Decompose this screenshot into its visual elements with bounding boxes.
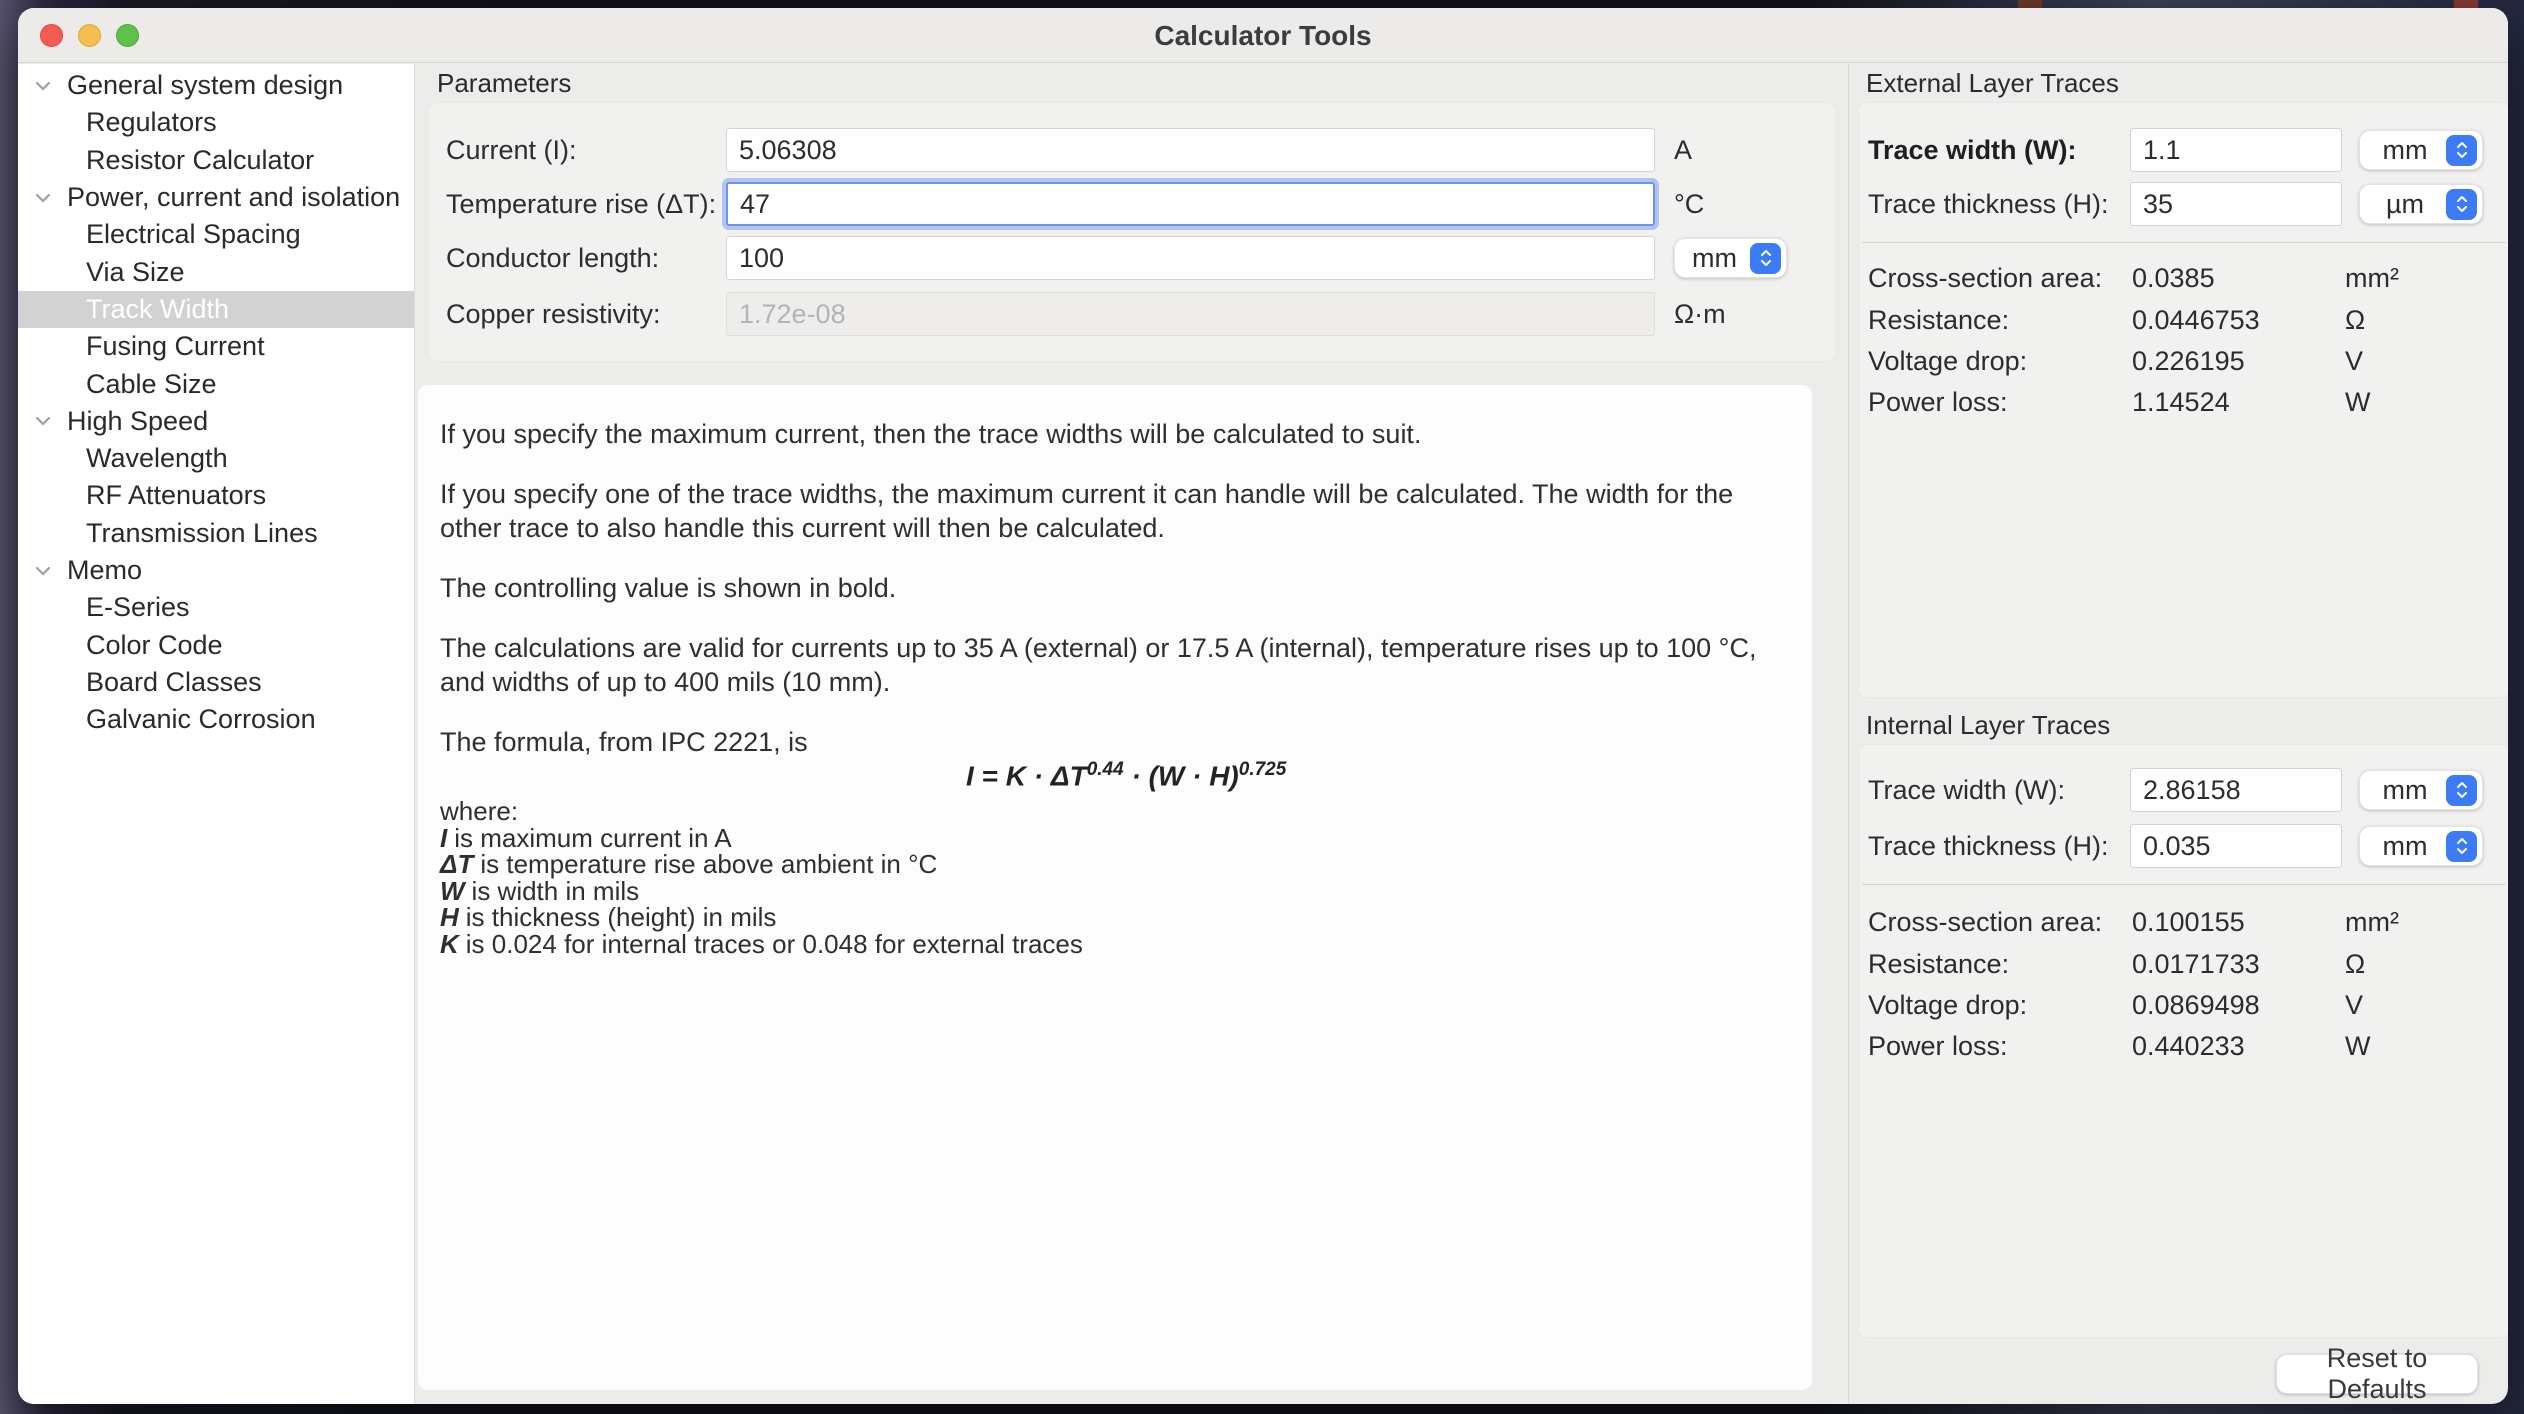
window-title: Calculator Tools	[1154, 19, 1372, 51]
sidebar-item-label: General system design	[67, 70, 344, 101]
result-unit: mm²	[2345, 906, 2399, 937]
internal-trace-width-input[interactable]	[2130, 768, 2342, 812]
result-unit: Ω	[2345, 948, 2366, 979]
conductor-length-input[interactable]	[726, 236, 1655, 280]
reset-to-defaults-button[interactable]: Reset to Defaults	[2276, 1354, 2478, 1394]
sidebar-item-label: Board Classes	[86, 666, 262, 697]
external-trace-thickness-unit-dropdown[interactable]	[2359, 184, 2483, 224]
result-label: Voltage drop:	[1868, 345, 2028, 376]
result-unit: W	[2345, 1030, 2371, 1061]
external-resistance-row	[1868, 304, 2508, 336]
internal-cross-section-row	[1868, 906, 2508, 938]
current-input[interactable]	[726, 128, 1655, 172]
calculator-tools-window	[18, 8, 2508, 1404]
external-trace-thickness-input[interactable]	[2130, 182, 2342, 226]
external-power-loss-row	[1868, 386, 2508, 418]
external-trace-width-unit-dropdown[interactable]	[2359, 130, 2483, 170]
sidebar-item-label: Color Code	[86, 629, 223, 660]
help-text-panel	[418, 385, 1812, 1390]
internal-trace-thickness-row	[1868, 824, 2508, 868]
sidebar-item-label: E-Series	[86, 592, 190, 623]
copper-resistivity-label: Copper resistivity:	[446, 298, 661, 329]
dropdown-value: mm	[2382, 830, 2428, 861]
where-label: where:	[440, 796, 519, 827]
external-trace-thickness-label: Trace thickness (H):	[1868, 188, 2109, 219]
sidebar-item-electrical-spacing[interactable]	[18, 216, 414, 253]
internal-trace-width-row	[1868, 768, 2508, 812]
sidebar-item-label: Transmission Lines	[86, 517, 318, 548]
sidebar-item-label: Regulators	[86, 107, 217, 138]
result-label: Cross-section area:	[1868, 262, 2103, 293]
dropdown-value: µm	[2385, 188, 2425, 219]
result-label: Resistance:	[1868, 948, 2010, 979]
sidebar-item-label: Memo	[67, 555, 143, 585]
sidebar-item-fusing-current[interactable]	[18, 328, 414, 365]
help-paragraph: The formula, from IPC 2221, is	[440, 727, 808, 757]
stepper-icon	[1750, 243, 1781, 274]
title-bar[interactable]	[18, 8, 2508, 63]
external-layer-traces-label: External Layer Traces	[1866, 68, 2119, 98]
dropdown-value: mm	[1692, 242, 1737, 273]
conductor-length-unit-dropdown[interactable]	[1674, 238, 1787, 278]
help-paragraph: If you specify one of the trace widths, the maximum current it can handle will be calculated. The width for the other trace to also handle this current will then be calculated.	[440, 479, 1734, 543]
sidebar-item-resistor-calculator[interactable]	[18, 142, 414, 179]
copper-resistivity-input	[726, 292, 1655, 336]
sidebar-item-e-series[interactable]	[18, 589, 414, 626]
result-unit: Ω	[2345, 304, 2366, 335]
result-value: 0.440233	[2132, 1030, 2245, 1061]
where-definition: ΔT is temperature rise above ambient in °C	[440, 849, 938, 880]
result-unit: V	[2345, 989, 2364, 1020]
sidebar-item-label: Cable Size	[86, 368, 217, 399]
result-unit: V	[2345, 345, 2364, 376]
dropdown-value: mm	[2382, 134, 2428, 165]
external-trace-width-label: Trace width (W):	[1868, 134, 2077, 165]
sidebar-item-rf-attenuators[interactable]	[18, 477, 414, 514]
copper-resistivity-unit: Ω·m	[1674, 298, 1726, 329]
result-unit: W	[2345, 386, 2371, 417]
sidebar-item-label: Via Size	[86, 256, 185, 287]
where-definition: K is 0.024 for internal traces or 0.048 for external traces	[440, 928, 1083, 959]
internal-separator	[1862, 884, 2506, 885]
close-button[interactable]	[40, 24, 63, 47]
sidebar-item-label: Wavelength	[86, 443, 228, 474]
sidebar-item-wavelength[interactable]	[18, 440, 414, 477]
internal-layer-traces-label: Internal Layer Traces	[1866, 710, 2111, 740]
calculator-tree-sidebar	[18, 64, 415, 1404]
result-value: 0.0446753	[2132, 304, 2260, 335]
ipc2221-formula: $I = K \cdot \Delta T^{0.44} \cdot (W \cdot H)^{0.725}$	[966, 759, 1287, 792]
minimize-button[interactable]	[78, 24, 101, 47]
external-trace-width-input[interactable]	[2130, 128, 2342, 172]
sidebar-item-transmission-lines[interactable]	[18, 515, 414, 552]
conductor-length-row	[446, 236, 1787, 280]
internal-trace-width-unit-dropdown[interactable]	[2359, 770, 2483, 810]
current-row	[446, 128, 1692, 172]
sidebar-item-track-width[interactable]	[18, 291, 414, 328]
parameters-section-label: Parameters	[437, 68, 572, 98]
chevron-down-icon[interactable]	[34, 80, 67, 92]
temperature-rise-input[interactable]	[726, 182, 1655, 226]
result-label: Power loss:	[1868, 1030, 2008, 1061]
external-trace-width-row	[1868, 128, 2508, 172]
conductor-length-label: Conductor length:	[446, 242, 660, 273]
result-label: Voltage drop:	[1868, 989, 2028, 1020]
sidebar-item-power-current-and-isolation[interactable]	[18, 179, 414, 216]
result-value: 0.0385	[2132, 262, 2215, 293]
result-value: 0.0171733	[2132, 948, 2260, 979]
result-label: Cross-section area:	[1868, 906, 2103, 937]
external-voltage-drop-row	[1868, 345, 2508, 377]
external-trace-thickness-row	[1868, 182, 2508, 226]
result-value: 1.14524	[2132, 386, 2230, 417]
dropdown-value: mm	[2382, 774, 2428, 805]
stepper-icon	[2446, 135, 2477, 166]
external-separator	[1862, 242, 2506, 243]
result-value: 0.0869498	[2132, 989, 2260, 1020]
sidebar-item-label: Track Width	[86, 293, 230, 324]
temperature-rise-unit: °C	[1674, 188, 1705, 219]
sidebar-item-galvanic-corrosion[interactable]	[18, 701, 414, 738]
sidebar-item-board-classes[interactable]	[18, 664, 414, 701]
stepper-icon	[2446, 831, 2477, 862]
sidebar-item-color-code[interactable]	[18, 626, 414, 663]
sidebar-item-label: Power, current and isolation	[67, 182, 401, 213]
copper-resistivity-row	[446, 292, 1726, 336]
result-label: Power loss:	[1868, 386, 2008, 417]
temperature-rise-row	[446, 182, 1704, 226]
external-cross-section-row	[1868, 262, 2508, 294]
panel-divider	[1848, 64, 1849, 1404]
sidebar-item-cable-size[interactable]	[18, 365, 414, 402]
sidebar-item-label: Resistor Calculator	[86, 144, 315, 175]
sidebar-item-label: High Speed	[67, 405, 209, 436]
chevron-down-icon[interactable]	[34, 565, 67, 577]
sidebar-item-general-system-design[interactable]	[18, 67, 414, 104]
sidebar-item-label: RF Attenuators	[86, 480, 267, 511]
sidebar-item-label: Electrical Spacing	[86, 219, 301, 250]
traffic-lights	[40, 24, 139, 47]
chevron-down-icon[interactable]	[34, 415, 67, 427]
where-definition: H is thickness (height) in mils	[440, 902, 777, 933]
zoom-button[interactable]	[116, 24, 139, 47]
where-definition: I is maximum current in A	[440, 822, 732, 853]
internal-voltage-drop-row	[1868, 989, 2508, 1021]
sidebar-item-via-size[interactable]	[18, 253, 414, 290]
internal-resistance-row	[1868, 948, 2508, 980]
help-paragraph: The controlling value is shown in bold.	[440, 573, 897, 603]
result-value: 0.100155	[2132, 906, 2245, 937]
internal-power-loss-row	[1868, 1030, 2508, 1062]
internal-trace-thickness-input[interactable]	[2130, 824, 2342, 868]
chevron-down-icon[interactable]	[34, 192, 67, 204]
sidebar-item-regulators[interactable]	[18, 104, 414, 141]
result-unit: mm²	[2345, 262, 2399, 293]
internal-trace-width-label: Trace width (W):	[1868, 774, 2066, 805]
current-label: Current (I):	[446, 134, 577, 165]
result-label: Resistance:	[1868, 304, 2010, 335]
where-definition: W is width in mils	[440, 875, 640, 906]
sidebar-item-label: Fusing Current	[86, 331, 265, 362]
internal-trace-thickness-unit-dropdown[interactable]	[2359, 826, 2483, 866]
internal-trace-thickness-label: Trace thickness (H):	[1868, 830, 2109, 861]
sidebar-item-high-speed[interactable]	[18, 403, 414, 440]
help-paragraph: The calculations are valid for currents up to 35 A (external) or 17.5 A (internal), temperature rises up to 100 °C, and widths of up to 400 mils (10 mm).	[440, 633, 1757, 697]
stepper-icon	[2446, 775, 2477, 806]
help-paragraph: If you specify the maximum current, then the trace widths will be calculated to suit.	[440, 419, 1422, 449]
current-unit: A	[1674, 134, 1693, 165]
sidebar-item-label: Galvanic Corrosion	[86, 704, 316, 735]
temperature-rise-label: Temperature rise (ΔT):	[446, 188, 717, 219]
sidebar-item-memo[interactable]	[18, 552, 414, 589]
result-value: 0.226195	[2132, 345, 2245, 376]
stepper-icon	[2446, 189, 2477, 220]
